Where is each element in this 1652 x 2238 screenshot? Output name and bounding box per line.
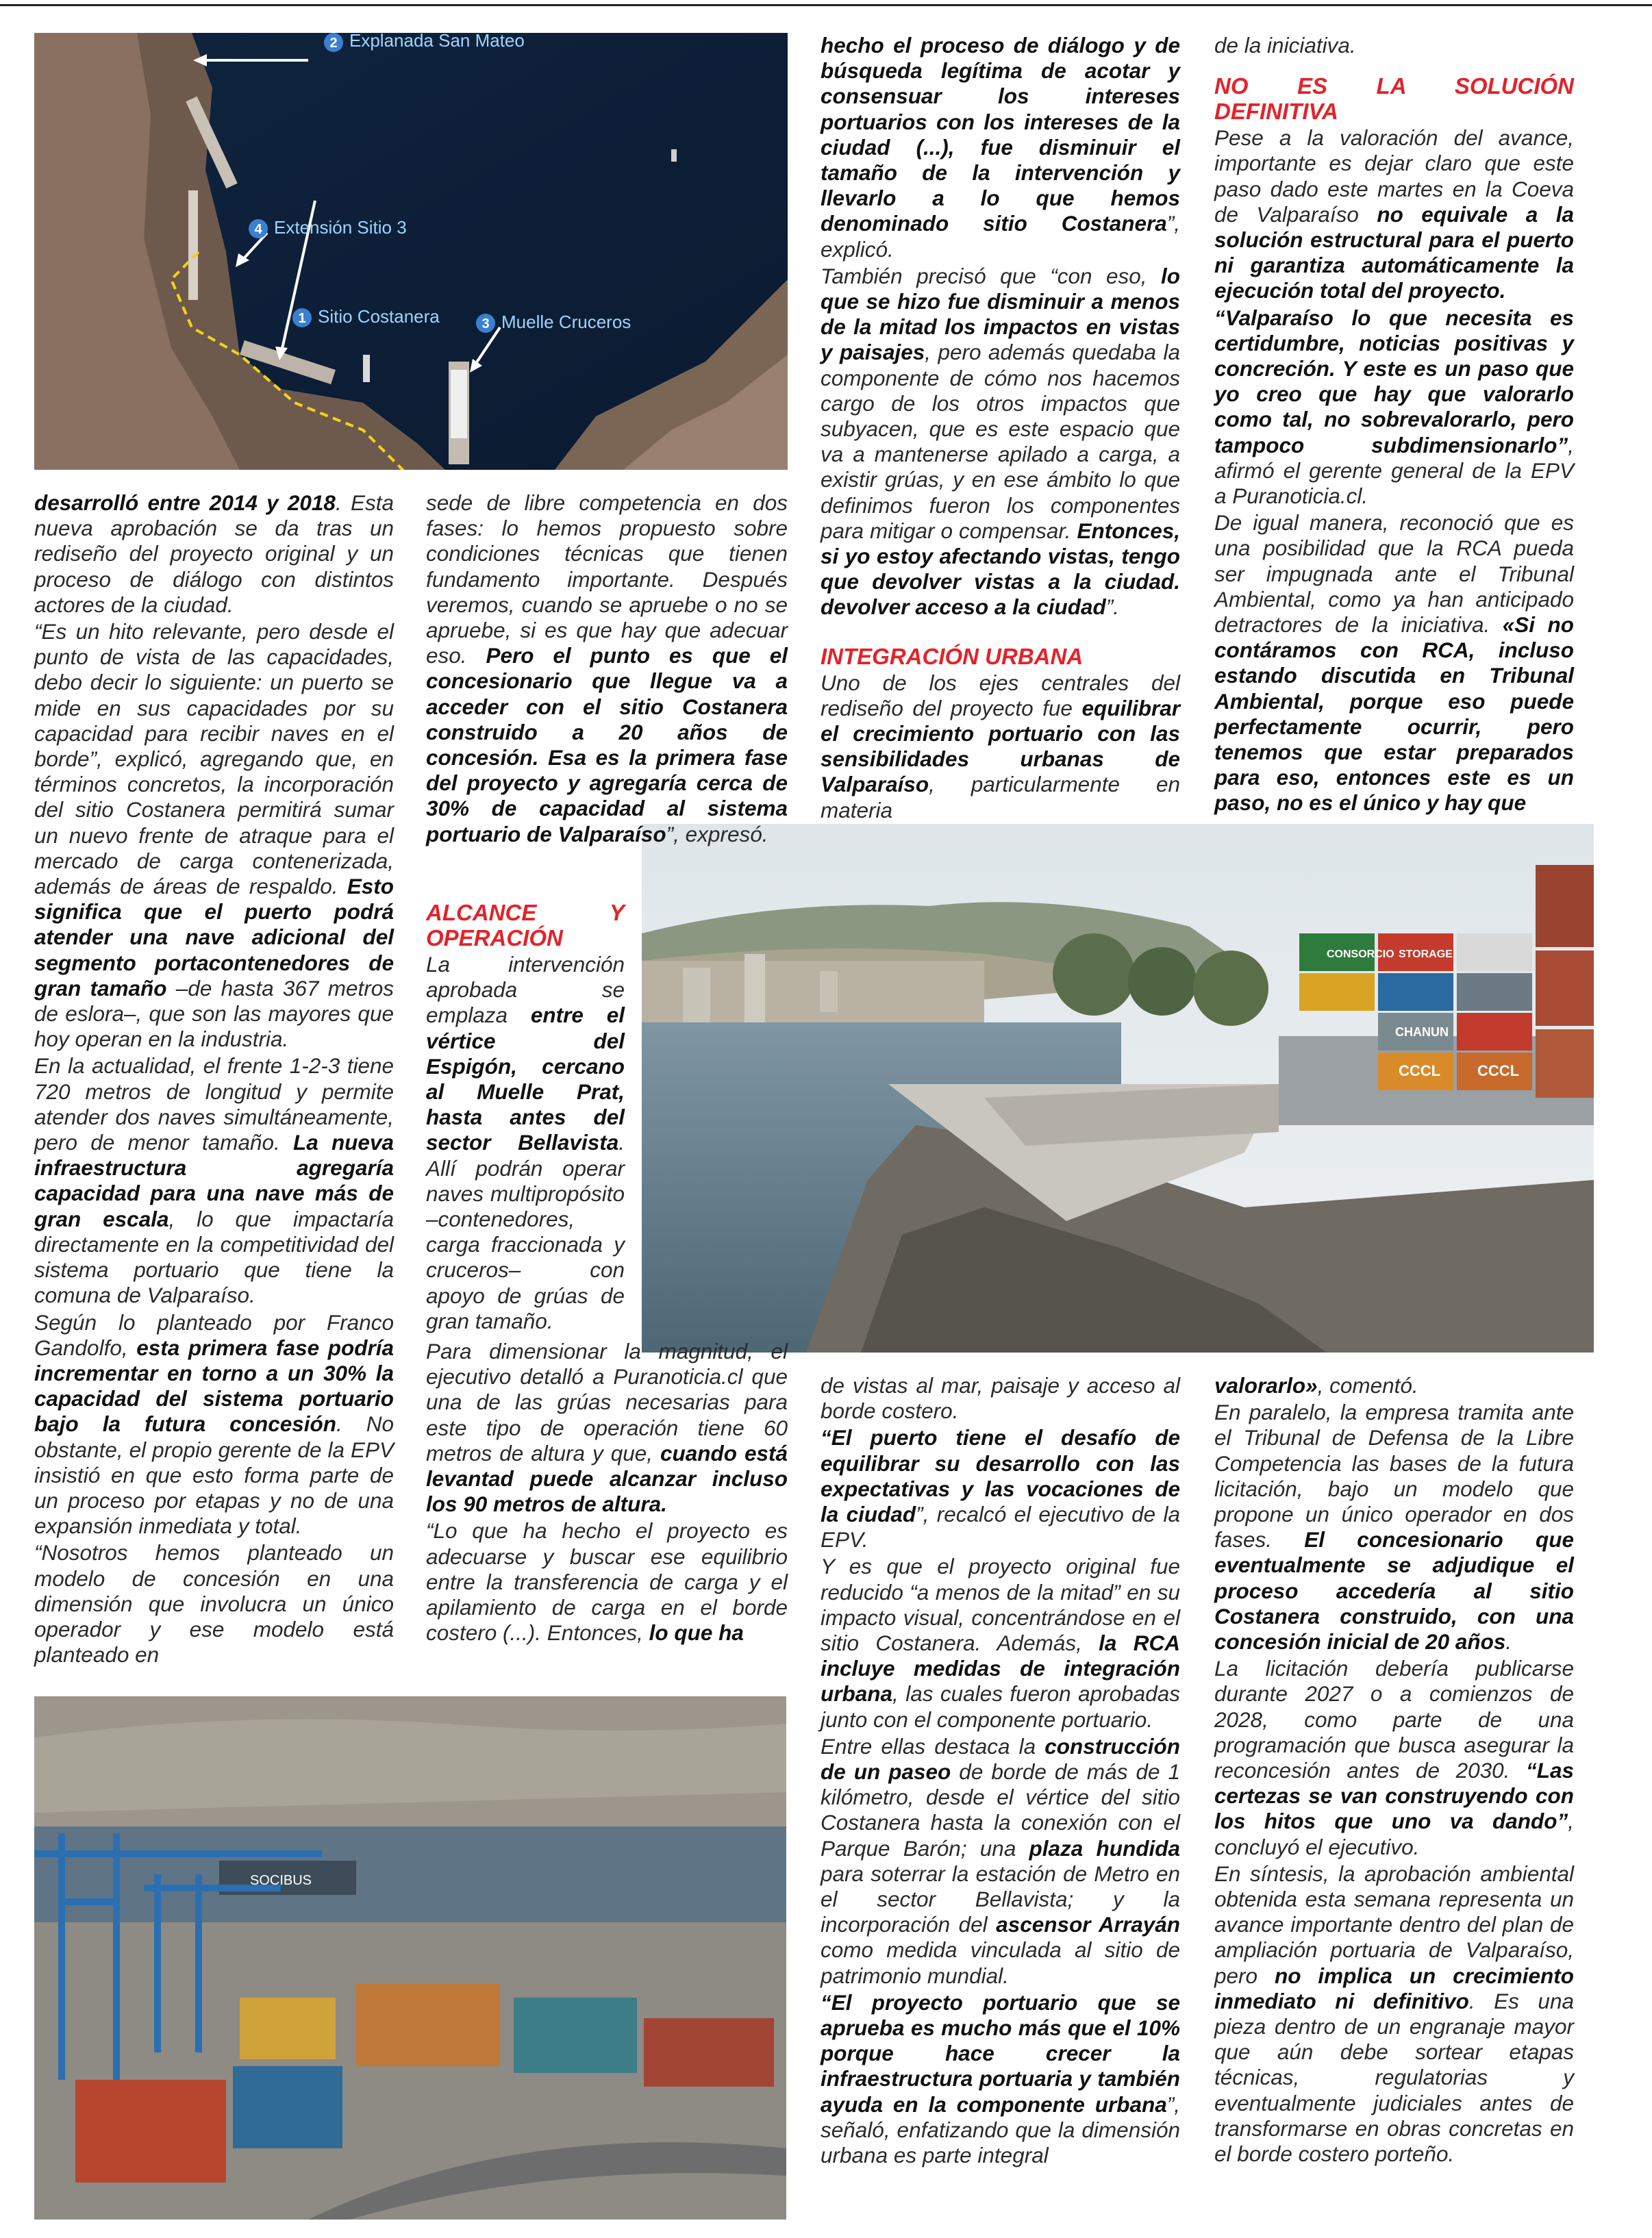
paragraph: Entre ellas destaca la construcción de un paseo de borde de más de 1 kilómetro, desde el vértice del sitio Costanera hasta la conexión con el Parque Barón; una plaza hundida para soterrar la estación de Metro en el sector Bellavista; y la incorporación del ascensor Arrayán como medida vinculada al sitio de patrimonio mundial. bbox=[821, 1733, 1181, 1988]
map-label-explanada bbox=[324, 33, 525, 52]
paragraph: “Es un hito relevante, pero desde el punto de vista de las capacidades, debo decir lo siguiente: un puerto se mide en sus capacidades por su capacidad para recibir naves en el borde”, explicó, agregando que, en términos concretos, la incorporación del sitio Costanera permitirá sumar un nuevo frente de atraque para el mercado de carga contenerizada, además de áreas de respaldo. Esto significa que el puerto podrá atender una nave adicional del segmento portacontenedores de gran tamaño –de hasta 367 metros de eslora–, que son las mayores que hoy operan en la industria. bbox=[34, 619, 395, 1052]
container-label: CHANUN bbox=[1395, 1025, 1449, 1039]
paragraph: “Lo que ha hecho el proyecto es adecuarse y buscar ese equilibrio entre la transferencia de carga y el apilamiento de carga en el borde costero (...). Entonces, lo que ha bbox=[426, 1518, 788, 1646]
paragraph: Y es que el proyecto original fue reducido “a menos de la mitad” en su impacto visual, concentrándose en el sitio Costanera. Además, la RCA incluye medidas de integración urbana, las cuales fueron aprobadas junto con el componente portuario. bbox=[821, 1554, 1180, 1732]
paragraph: hecho el proceso de diálogo y de búsqueda legítima de acotar y consensuar los intereses portuarios con los intereses de la ciudad (...), fue disminuir el tamaño de la intervención y llevarlo a lo que hemos denominado sitio Costanera”, explicó. bbox=[821, 33, 1180, 262]
svg-text:Sitio Costanera: Sitio Costanera bbox=[318, 306, 440, 327]
column-1-text bbox=[34, 490, 394, 1668]
section-heading: NO ES LA SOLUCIÓN DEFINITIVA bbox=[1214, 73, 1574, 125]
column-3-text bbox=[821, 33, 1180, 823]
column-3-bottom-text bbox=[821, 1373, 1180, 2168]
paragraph: “Nosotros hemos planteado un modelo de concesión en una dimensión que involucra un único operador y ese modelo está planteado en bbox=[34, 1540, 394, 1668]
svg-text:Extensión Sitio 3: Extensión Sitio 3 bbox=[274, 217, 407, 238]
paragraph: desarrolló entre 2014 y 2018. Esta nueva aprobación se da tras un rediseño del proyecto original y un proceso de diálogo con distintos actores de la ciudad. bbox=[34, 490, 394, 617]
paragraph: de la iniciativa. bbox=[1214, 33, 1356, 58]
paragraph: Uno de los ejes centrales del rediseño del proyecto fue equilibrar el crecimiento portuario con las sensibilidades urbanas de Valparaíso, particularmente en materia bbox=[821, 670, 1180, 822]
top-rule bbox=[0, 4, 1652, 6]
container-label: CONSORCIO bbox=[1327, 948, 1394, 960]
svg-text:Muelle Cruceros: Muelle Cruceros bbox=[501, 312, 631, 332]
paragraph: Para dimensionar la magnitud, el ejecutivo detalló a Puranoticia.cl que una de las grúas necesarias para este tipo de operación tiene 60 metros de altura y que, cuando está levantad puede alcanzar incluso los 90 metros de altura. bbox=[426, 1339, 788, 1517]
column-2-bottom-text bbox=[426, 1339, 788, 1646]
waterfront-render-photo bbox=[642, 824, 1594, 1353]
container-label: STORAGE bbox=[1399, 948, 1453, 960]
paragraph: En la actualidad, el frente 1-2-3 tiene 720 metros de longitud y permite atender dos naves simultáneamente, pero de menor tamaño. La nueva infraestructura agregaría capacidad para una nave más de gran escala, lo que impactaría directamente en la competitividad del sistema portuario que tiene la comuna de Valparaíso. bbox=[34, 1053, 394, 1308]
column-4-bottom-text bbox=[1214, 1373, 1574, 2167]
svg-text:1: 1 bbox=[298, 311, 306, 326]
column-4-text bbox=[1214, 33, 1574, 816]
paragraph: de vistas al mar, paisaje y acceso al borde costero. bbox=[821, 1373, 1180, 1424]
section-heading: INTEGRACIÓN URBANA bbox=[821, 643, 1084, 669]
paragraph: valorarlo», comentó. bbox=[1214, 1373, 1418, 1398]
paragraph: “El proyecto portuario que se aprueba es mucho más que el 10% porque hace crecer la infraestructura portuaria y también ayuda en la componente urbana”, señaló, enfatizando que la dimensión urbana es parte integral bbox=[821, 1989, 1180, 2168]
paragraph: “El puerto tiene el desafío de equilibrar su desarrollo con las expectativas y las vocaciones de la ciudad”, recalcó el ejecutivo de la EPV. bbox=[821, 1425, 1180, 1552]
container-label: CCCL bbox=[1477, 1062, 1520, 1079]
column-2-text bbox=[426, 490, 788, 847]
ship-label: SOCIBUS bbox=[250, 1873, 312, 1888]
paragraph: sede de libre competencia en dos fases: lo hemos propuesto sobre condiciones técnicas que tienen fundamento importante. Después veremos, cuando se apruebe o no se apruebe, si es que hay que adecuar eso. Pero el punto es que el concesionario que llegue va a acceder con el sitio Costanera construido a 20 años de concesión. Esa es la primera fase del proyecto y agregaría cerca de 30% de capacidad al sistema portuario de Valparaíso”, expresó. bbox=[426, 490, 788, 846]
paragraph: También precisó que “con eso, lo que se hizo fue disminuir a menos de la mitad los impactos en vistas y paisajes, pero además quedaba la componente de cómo nos hacemos cargo de los otros impactos que subyacen, que es este espacio que va a mantenerse apilado a carga, a existir grúas, y en ese ámbito lo que definimos fueron los componentes para mitigar o compensar. Entonces, si yo estoy afectando vistas, tengo que devolver vistas a la ciudad. devolver acceso a la ciudad”. bbox=[821, 263, 1180, 620]
paragraph: La intervención aprobada se emplaza entre el vértice del Espigón, cercano al Muelle Prat, hasta antes del sector Bellavista. Allí podrán operar naves multipropósito –contenedores, carga fraccionada y cruceros– con apoyo de grúas de gran tamaño. bbox=[426, 952, 625, 1333]
paragraph: La licitación debería publicarse durante 2027 o a comienzos de 2028, como parte de una programación que busca asegurar la reconcesión antes de 2030. “Las certezas se van construyendo con los hitos que uno va dando”, concluyó el ejecutivo. bbox=[1214, 1656, 1574, 1859]
container-label: CCCL bbox=[1399, 1062, 1441, 1079]
paragraph: En paralelo, la empresa tramita ante el Tribunal de Defensa de la Libre Competencia las bases de la futura licitación, bajo un modelo que propone un único operador en dos fases. El concesionario que eventualmente se adjudique el proceso accedería al sitio Costanera construido, con una concesión inicial de 20 años. bbox=[1214, 1400, 1574, 1655]
svg-text:3: 3 bbox=[481, 316, 490, 331]
paragraph: De igual manera, reconoció que es una posibilidad que la RCA pueda ser impugnada ante el Tribunal Ambiental, como ya han anticipado detractores de la iniciativa. «Si no contáramos con RCA, incluso estando discutida en Tribunal Ambiental, porque eso puede perfectamente ocurrir, pero tenemos que estar preparados para eso, entonces este es un paso, no es el único y hay que bbox=[1214, 510, 1574, 816]
svg-text:2: 2 bbox=[329, 36, 338, 51]
paragraph: En síntesis, la aprobación ambiental obtenida esta semana representa un avance importante dentro del plan de ampliación portuaria de Valparaíso, pero no implica un crecimiento inmediato ni definitivo. Es una pieza dentro de un engranaje mayor que aún debe sortear etapas técnicas, regulatorias y eventualmente judiciales antes de transformarse en obras concretas en el borde costero porteño. bbox=[1214, 1861, 1574, 2167]
paragraph: “Valparaíso lo que necesita es certidumbre, noticias positivas y concreción. Y este es un paso que yo creo que hay que valorarlo como tal, no sobrevalorarlo, pero tampoco subdimensionarlo”, afirmó el gerente general de la EPV a Puranoticia.cl. bbox=[1214, 305, 1574, 509]
paragraph: Según lo planteado por Franco Gandolfo, esta primera fase podría incrementar en torno a un 30% la capacidad del sistema portuario bajo la futura concesión. No obstante, el propio gerente de la EPV insistió en que esto forma parte de un proceso por etapas y no de una expansión inmediata y total. bbox=[34, 1309, 394, 1539]
section-heading: ALCANCE Y OPERACIÓN bbox=[426, 900, 625, 951]
svg-text:4: 4 bbox=[254, 222, 262, 237]
paragraph: Pese a la valoración del avance, importante es dejar claro que este paso dado este martes en la Coeva de Valparaíso no equivale a la solución estructural para el puerto ni garantiza automáticamente la ejecución total del proyecto. bbox=[1214, 125, 1574, 303]
column-2-lower-text bbox=[426, 900, 625, 1334]
svg-text:Explanada San Mateo: Explanada San Mateo bbox=[349, 33, 525, 51]
port-cranes-photo bbox=[34, 1696, 786, 2220]
port-map-photo bbox=[34, 33, 788, 470]
